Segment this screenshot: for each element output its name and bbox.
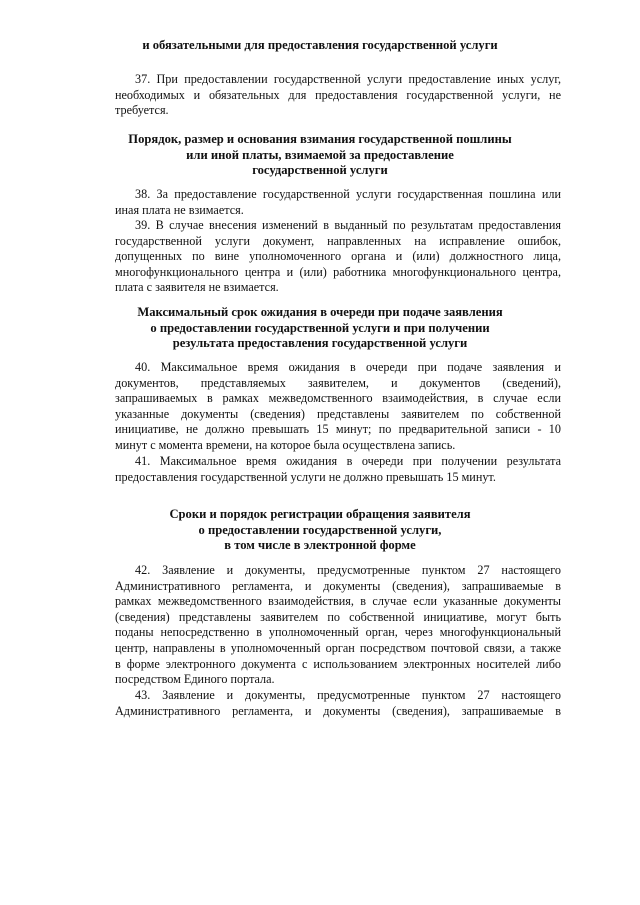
heading-line: или иной платы, взимаемой за предоставление [186,147,454,162]
paragraph-line: центр, направлены в уполномоченный орган посредством почтовой связи, а также [115,640,561,655]
paragraph-line: предоставления государственной услуги не должно превышать 15 минут. [115,469,496,484]
paragraph-line: (сведения) представлены заявителем по собственной инициативе, могут быть [115,609,561,624]
paragraph-line: 38. За предоставление государственной услуги государственная пошлина или [135,187,561,201]
paragraph-line: иная плата не взимается. [115,202,244,217]
section-heading-registration [0,507,640,554]
section-heading-queue [0,305,640,352]
paragraph-line: в форме электронного документа с использованием электронных носителей либо [115,656,561,671]
paragraph-line: 41. Максимальное время ожидания в очереди при получении результата [135,454,561,468]
paragraph-40 [115,360,561,454]
section-heading-fee [0,132,640,179]
paragraph-line: поданы непосредственно в уполномоченный орган, через многофункциональный [115,625,561,640]
paragraph-line: Административного регламента, и документы (сведения), запрашиваемые в [115,578,561,593]
paragraph-line: рамках межведомственного взаимодействия, в случае если указанные документы [115,594,561,609]
paragraph-38 [115,187,561,218]
paragraph-39 [115,218,561,296]
heading-line: Максимальный срок ожидания в очереди при подаче заявления [137,305,503,319]
paragraph-line: посредством Единого портала. [115,672,275,687]
paragraph-line: государственной услуги документ, направленных на исправление ошибок, [115,233,561,248]
heading-line: и обязательными для предоставления государственной услуги [142,38,498,52]
section-heading-continuation [0,38,640,54]
paragraph-line: плата с заявителя не взимается. [115,280,279,295]
heading-line: о предоставлении государственной услуги и при получении [150,320,490,335]
paragraph-41 [115,454,561,485]
paragraph-42 [115,563,561,688]
paragraph-37 [115,72,561,119]
paragraph-line: 40. Максимальное время ожидания в очереди при подаче заявления и [135,360,561,374]
paragraph-line: 37. При предоставлении государственной услуги предоставление иных услуг, [135,72,561,86]
paragraph-line: многофункционального центра и (или) работника многофункционального центра, [115,264,561,279]
paragraph-line: требуется. [115,103,169,118]
heading-line: результата предоставления государственной услуги [172,336,468,350]
paragraph-line: 42. Заявление и документы, предусмотренные пунктом 27 настоящего [135,563,561,577]
paragraph-43 [115,688,561,719]
paragraph-line: 39. В случае внесения изменений в выданный по результатам предоставления [135,218,561,232]
heading-line: в том числе в электронной форме [224,538,416,552]
heading-line: Порядок, размер и основания взимания государственной пошлины [128,132,512,146]
paragraph-line: Административного регламента, и документы (сведения), запрашиваемые в [115,703,561,718]
heading-line: Сроки и порядок регистрации обращения заявителя [169,507,471,521]
paragraph-line: минут с момента времени, на которое была осуществлена запись. [115,437,456,452]
paragraph-line: 43. Заявление и документы, предусмотренные пунктом 27 настоящего [135,688,561,702]
paragraph-line: необходимых и обязательных для предоставления государственной услуги, не [115,87,561,102]
heading-line: государственной услуги [252,163,388,177]
paragraph-line: указанные документы (сведения) представлены заявителем по собственной [115,406,561,421]
heading-line: о предоставлении государственной услуги, [198,522,442,537]
paragraph-line: инициативе, не должно превышать 15 минут; по предварительной записи - 10 [115,422,561,437]
paragraph-line: допущенных по вине уполномоченного органа и (или) должностного лица, [115,249,561,264]
paragraph-line: документов, представляемых заявителем, и документов (сведений), [115,375,561,390]
paragraph-line: запрашиваемых в рамках межведомственного взаимодействия, в случае если [115,391,561,406]
